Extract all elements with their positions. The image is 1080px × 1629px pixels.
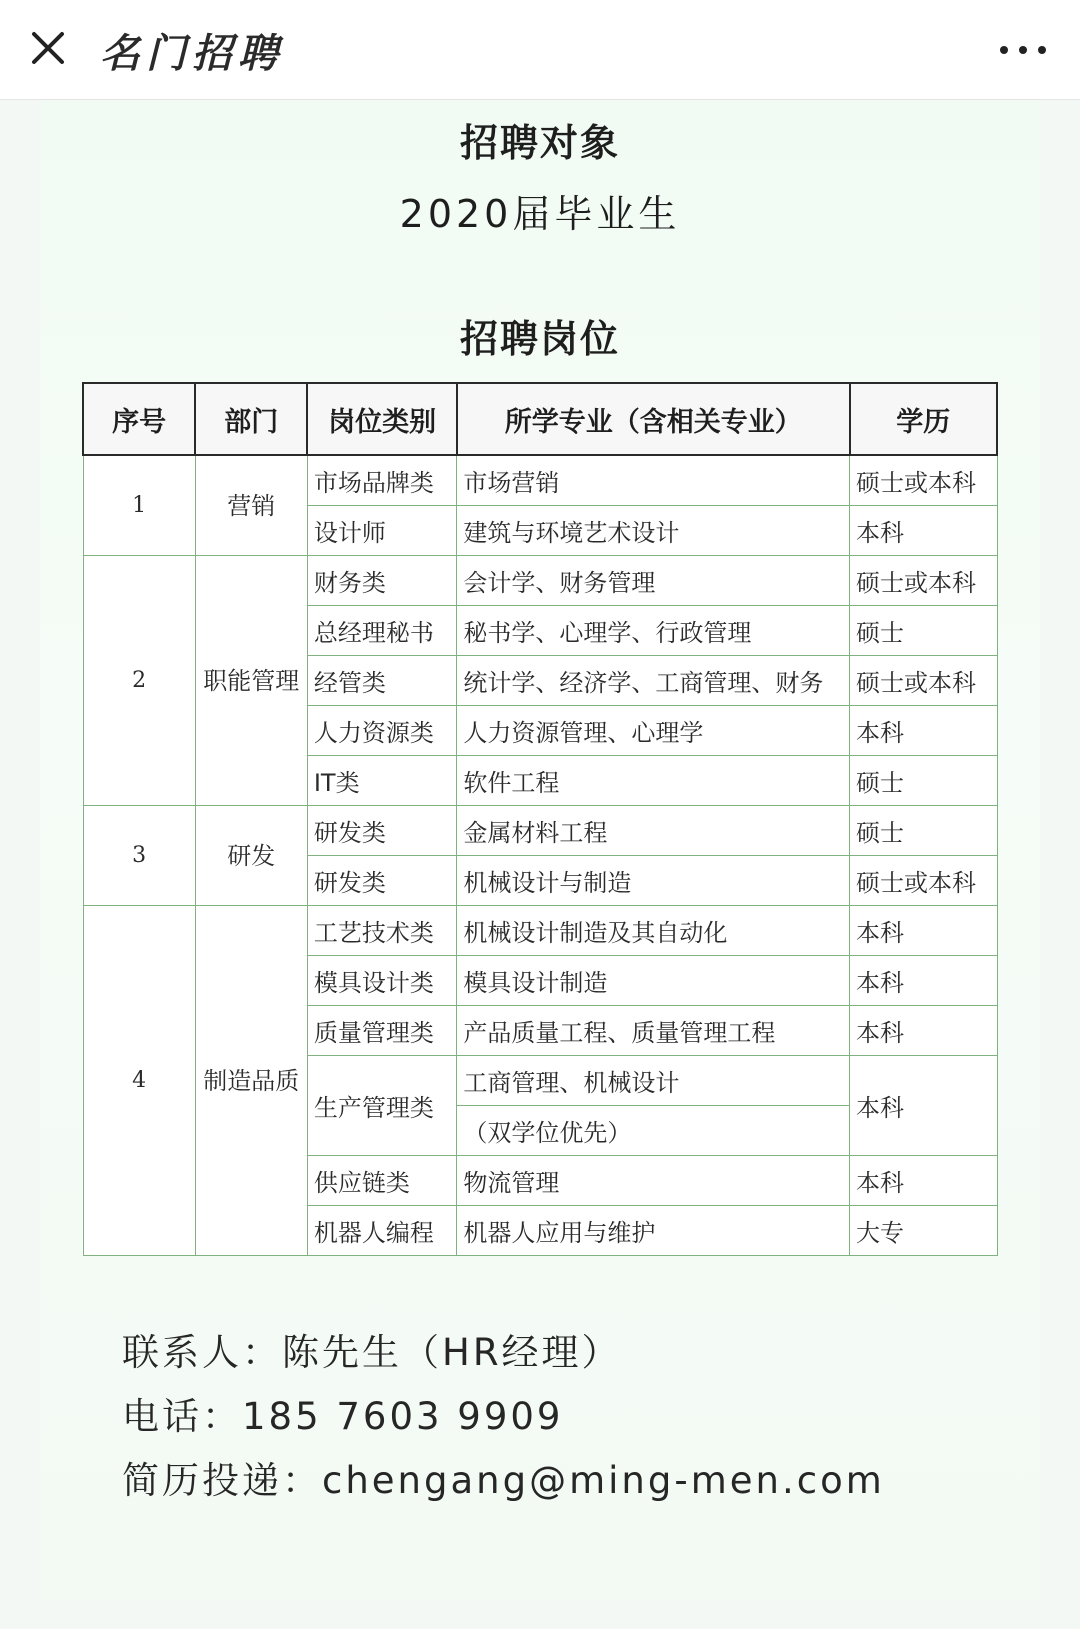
major-cell: 机械设计与制造	[457, 856, 850, 906]
category-cell: 供应链类	[307, 1156, 457, 1206]
target-heading: 招聘对象	[459, 121, 620, 165]
column-header: 岗位类别	[307, 383, 457, 455]
category-cell: 研发类	[307, 806, 457, 856]
major-cell: 物流管理	[457, 1156, 850, 1206]
major-cell: 建筑与环境艺术设计	[457, 506, 850, 556]
degree-cell: 本科	[850, 906, 998, 956]
contact-email: 简历投递：chengang@ming-men.com	[122, 1459, 885, 1502]
row-number: 2	[83, 556, 195, 806]
major-cell: （双学位优先）	[457, 1106, 850, 1156]
category-cell: 质量管理类	[307, 1006, 457, 1056]
major-cell: 模具设计制造	[457, 956, 850, 1006]
table-row	[83, 556, 997, 606]
degree-cell: 本科	[850, 1006, 998, 1056]
table-row	[83, 906, 997, 956]
major-cell: 市场营销	[457, 455, 850, 506]
degree-cell: 本科	[850, 506, 998, 556]
category-cell: 机器人编程	[307, 1206, 457, 1256]
major-cell: 人力资源管理、心理学	[457, 706, 850, 756]
major-cell: 机械设计制造及其自动化	[457, 906, 850, 956]
major-cell: 机器人应用与维护	[457, 1206, 850, 1256]
row-number: 3	[83, 806, 195, 906]
positions-heading: 招聘岗位	[459, 317, 620, 361]
degree-cell: 本科	[850, 1056, 998, 1156]
degree-cell: 本科	[850, 1156, 998, 1206]
category-cell: 研发类	[307, 856, 457, 906]
column-header: 部门	[195, 383, 307, 455]
category-cell: 模具设计类	[307, 956, 457, 1006]
major-cell: 工商管理、机械设计	[457, 1056, 850, 1106]
more-dot-icon	[1019, 46, 1027, 54]
table-row	[83, 806, 997, 856]
table-body	[83, 455, 997, 1256]
category-cell: 工艺技术类	[307, 906, 457, 956]
degree-cell: 硕士或本科	[850, 556, 998, 606]
category-cell: 经管类	[307, 656, 457, 706]
category-cell: 生产管理类	[307, 1056, 457, 1156]
major-cell: 秘书学、心理学、行政管理	[457, 606, 850, 656]
degree-cell: 硕士或本科	[850, 455, 998, 506]
major-cell: 软件工程	[457, 756, 850, 806]
close-icon	[28, 28, 68, 68]
degree-cell: 硕士或本科	[850, 656, 998, 706]
category-cell: 市场品牌类	[307, 455, 457, 506]
degree-cell: 硕士	[850, 806, 998, 856]
top-bar	[0, 0, 1080, 100]
degree-cell: 硕士	[850, 606, 998, 656]
positions-table	[82, 382, 998, 1256]
column-header: 序号	[83, 383, 195, 455]
column-header: 学历	[850, 383, 998, 455]
department-cell: 制造品质	[195, 906, 307, 1256]
degree-cell: 大专	[850, 1206, 998, 1256]
more-dot-icon	[1000, 46, 1008, 54]
category-cell: 设计师	[307, 506, 457, 556]
row-number: 4	[83, 906, 195, 1256]
table-row	[83, 455, 997, 506]
category-cell: IT类	[307, 756, 457, 806]
more-options-button[interactable]	[1000, 30, 1046, 70]
category-cell: 总经理秘书	[307, 606, 457, 656]
major-cell: 会计学、财务管理	[457, 556, 850, 606]
category-cell: 财务类	[307, 556, 457, 606]
major-cell: 产品质量工程、质量管理工程	[457, 1006, 850, 1056]
degree-cell: 本科	[850, 706, 998, 756]
degree-cell: 硕士	[850, 756, 998, 806]
degree-cell: 本科	[850, 956, 998, 1006]
major-cell: 金属材料工程	[457, 806, 850, 856]
target-value: 2020届毕业生	[399, 192, 681, 236]
contact-person: 联系人：陈先生（HR经理）	[122, 1331, 622, 1374]
page-title: 名门招聘	[100, 30, 284, 77]
department-cell: 营销	[195, 455, 307, 556]
department-cell: 研发	[195, 806, 307, 906]
table-header-row	[83, 383, 997, 455]
contact-phone: 电话：185 7603 9909	[122, 1395, 564, 1438]
category-cell: 人力资源类	[307, 706, 457, 756]
more-dot-icon	[1038, 46, 1046, 54]
column-header: 所学专业（含相关专业）	[457, 383, 850, 455]
department-cell: 职能管理	[195, 556, 307, 806]
major-cell: 统计学、经济学、工商管理、财务	[457, 656, 850, 706]
close-button[interactable]	[28, 28, 68, 68]
degree-cell: 硕士或本科	[850, 856, 998, 906]
row-number: 1	[83, 455, 195, 556]
